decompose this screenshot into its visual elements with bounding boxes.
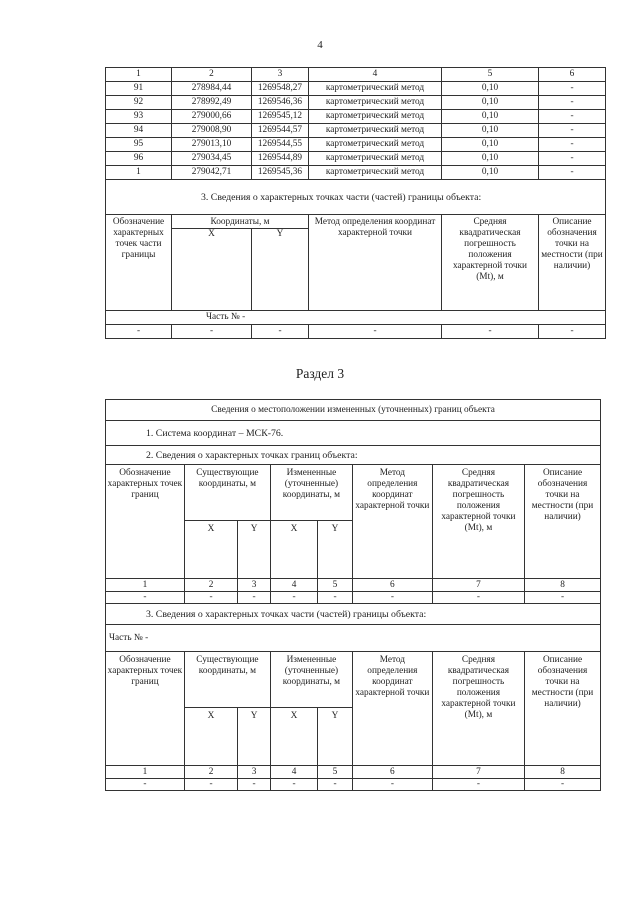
part-label: Часть № - [106,625,601,652]
header-point: Обозначение характерных точек границ [106,652,185,766]
empty-cell: - [238,592,271,604]
table-row [106,96,606,110]
col-num: 5 [318,766,353,779]
empty-cell: - [318,592,353,604]
header-changed: Измененные (уточненные) координаты, м [270,652,352,708]
method: картометрический метод [309,152,442,166]
point-id: 93 [106,110,172,124]
coord-y: 1269546,36 [252,96,309,110]
method: картометрический метод [309,82,442,96]
empty-row [106,325,606,339]
header-y: Y [238,708,271,766]
header-row-2 [106,652,601,708]
empty-cell: - [432,779,524,791]
table-row [106,166,606,180]
empty-cell: - [238,779,271,791]
coord-x: 279008,90 [172,124,252,138]
empty-cell: - [184,779,237,791]
empty-cell: - [270,592,317,604]
method: картометрический метод [309,96,442,110]
header-description: Описание обозначения точки на местности (при наличии) [539,215,606,311]
section-title-row [106,180,606,215]
header-accuracy: Средняя квадратическая погрешность положения характерной точки (Mt), м [432,652,524,766]
accuracy: 0,10 [442,152,539,166]
header-description: Описание обозначения точки на местности (при наличии) [525,652,601,766]
method: картометрический метод [309,138,442,152]
empty-cell: - [106,592,185,604]
coord-x: 279000,66 [172,110,252,124]
point-id: 92 [106,96,172,110]
method: картометрический метод [309,110,442,124]
part-label: Часть № - [106,311,606,325]
col-num: 2 [184,579,237,592]
header-method: Метод определения координат характерной точки [352,465,432,579]
coord-y: 1269545,36 [252,166,309,180]
col-num: 2 [172,68,252,82]
header-x: X [172,229,252,311]
col-num: 7 [432,579,524,592]
empty-cell: - [525,592,601,604]
accuracy: 0,10 [442,138,539,152]
method: картометрический метод [309,124,442,138]
empty-cell: - [352,592,432,604]
empty-cell: - [318,779,353,791]
col-num: 1 [106,579,185,592]
empty-row [106,592,601,604]
description: - [539,110,606,124]
part-row [106,311,606,325]
col-num: 5 [318,579,353,592]
column-number-row [106,579,601,592]
header-x: X [184,521,237,579]
empty-cell: - [309,325,442,339]
accuracy: 0,10 [442,124,539,138]
column-number-row-2 [106,766,601,779]
empty-cell: - [442,325,539,339]
header-row [106,215,606,229]
col-num: 7 [432,766,524,779]
coord-y: 1269544,57 [252,124,309,138]
accuracy: 0,10 [442,166,539,180]
empty-cell: - [352,779,432,791]
table-row [106,138,606,152]
points-table [105,67,606,339]
header-description: Описание обозначения точки на местности (при наличии) [525,465,601,579]
empty-cell: - [252,325,309,339]
description: - [539,82,606,96]
header-y: Y [318,708,353,766]
point-id: 95 [106,138,172,152]
col-num: 4 [270,579,317,592]
header-x: X [270,521,317,579]
table-row [106,110,606,124]
parts-title: 3. Сведения о характерных точках части (частей) границы объекта: [106,604,601,625]
table-row [106,152,606,166]
coord-system-row [106,421,601,446]
accuracy: 0,10 [442,82,539,96]
header-y: Y [318,521,353,579]
col-num: 5 [442,68,539,82]
part-row [106,625,601,652]
col-num: 3 [238,766,271,779]
empty-cell: - [172,325,252,339]
point-id: 91 [106,82,172,96]
col-num: 8 [525,579,601,592]
empty-cell: - [106,779,185,791]
header-method: Метод определения координат характерной точки [309,215,442,311]
points-title: 2. Сведения о характерных точках границ объекта: [106,446,601,465]
empty-cell: - [432,592,524,604]
accuracy: 0,10 [442,96,539,110]
point-id: 1 [106,166,172,180]
section-title: 3. Сведения о характерных точках части (частей) границы объекта: [106,180,606,215]
empty-cell: - [106,325,172,339]
header-point: Обозначение характерных точек части границы [106,215,172,311]
coord-y: 1269544,55 [252,138,309,152]
header-accuracy: Средняя квадратическая погрешность положения характерной точки (Mt), м [432,465,524,579]
empty-cell: - [184,592,237,604]
empty-row-2 [106,779,601,791]
coord-y: 1269545,12 [252,110,309,124]
point-id: 96 [106,152,172,166]
description: - [539,138,606,152]
col-num: 6 [352,766,432,779]
header-method: Метод определения координат характерной точки [352,652,432,766]
points-title-row [106,446,601,465]
main-title: Сведения о местоположении измененных (уточненных) границ объекта [106,400,601,421]
method: картометрический метод [309,166,442,180]
header-x: X [270,708,317,766]
col-num: 8 [525,766,601,779]
accuracy: 0,10 [442,110,539,124]
coord-y: 1269548,27 [252,82,309,96]
description: - [539,96,606,110]
empty-cell: - [539,325,606,339]
coord-x: 278984,44 [172,82,252,96]
header-coords: Координаты, м [172,215,309,229]
section-3-title: Раздел 3 [295,366,345,381]
col-num: 4 [270,766,317,779]
header-changed: Измененные (уточненные) координаты, м [270,465,352,521]
col-num: 3 [252,68,309,82]
description: - [539,152,606,166]
header-point: Обозначение характерных точек границ [106,465,185,579]
empty-cell: - [525,779,601,791]
table-row [106,82,606,96]
table-row [106,124,606,138]
header-accuracy: Средняя квадратическая погрешность положения характерной точки (Mt), м [442,215,539,311]
page-number: 4 [317,39,323,51]
description: - [539,124,606,138]
header-existing: Существующие координаты, м [184,465,270,521]
col-num: 4 [309,68,442,82]
coord-system: 1. Система координат – МСК-76. [106,421,601,446]
col-num: 6 [352,579,432,592]
point-id: 94 [106,124,172,138]
col-num: 6 [539,68,606,82]
header-row [106,465,601,521]
header-y: Y [238,521,271,579]
header-y: Y [252,229,309,311]
main-title-row [106,400,601,421]
changed-borders-table [105,399,601,791]
coord-x: 279034,45 [172,152,252,166]
coord-x: 279013,10 [172,138,252,152]
parts-title-row [106,604,601,625]
coord-x: 278992,49 [172,96,252,110]
coord-y: 1269544,89 [252,152,309,166]
col-num: 1 [106,766,185,779]
col-num: 2 [184,766,237,779]
description: - [539,166,606,180]
col-num: 1 [106,68,172,82]
coord-x: 279042,71 [172,166,252,180]
col-num: 3 [238,579,271,592]
header-existing: Существующие координаты, м [184,652,270,708]
header-x: X [184,708,237,766]
column-number-row [106,68,606,82]
empty-cell: - [270,779,317,791]
